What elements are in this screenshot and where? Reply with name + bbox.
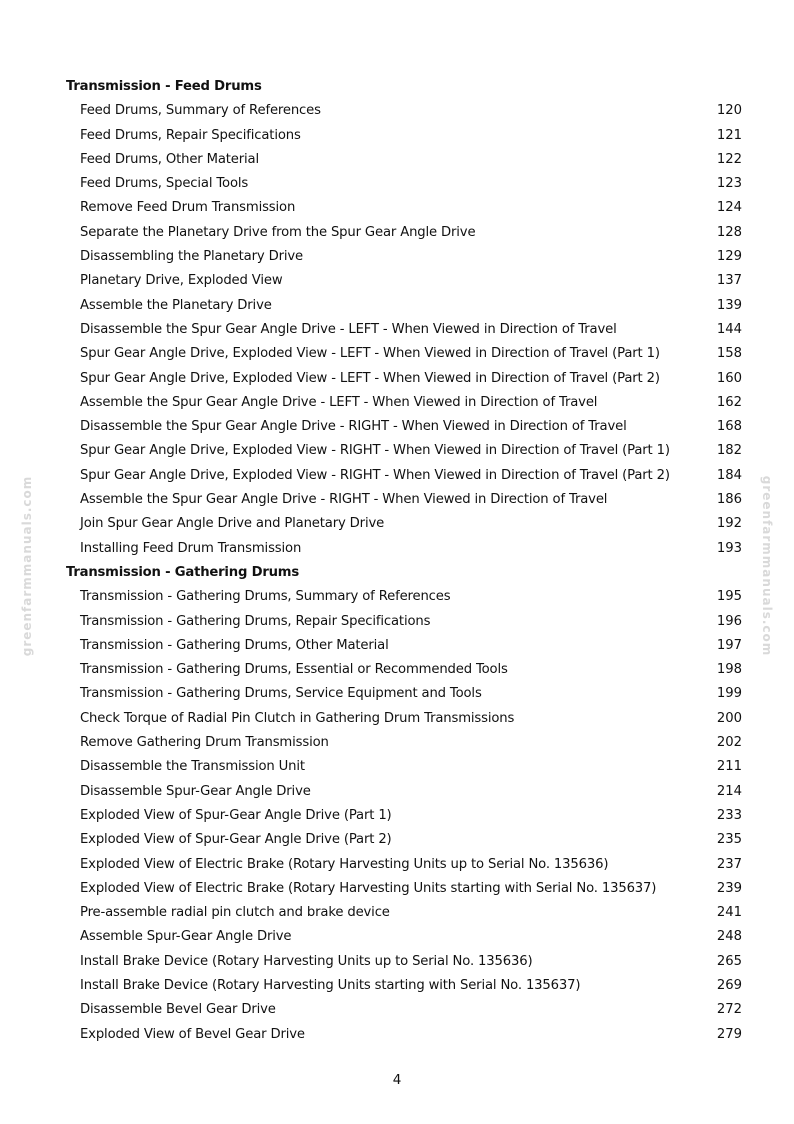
toc-entry-page: 160 xyxy=(716,370,742,386)
toc-entry-title: Disassemble Bevel Gear Drive xyxy=(80,1002,276,1018)
toc-entry[interactable] xyxy=(0,464,794,488)
toc-entry[interactable] xyxy=(0,998,794,1022)
toc-entry[interactable] xyxy=(0,245,794,269)
toc-entry-page: 124 xyxy=(716,200,742,216)
toc-entry-page: 182 xyxy=(716,443,742,459)
toc-entry-title: Transmission - Gathering Drums, Other Material xyxy=(80,637,389,653)
toc-entry[interactable] xyxy=(0,950,794,974)
toc-entry-page: 121 xyxy=(716,127,742,143)
toc-entry-page: 137 xyxy=(716,273,742,289)
toc-entry[interactable] xyxy=(0,391,794,415)
toc-entry[interactable] xyxy=(0,731,794,755)
toc-entry[interactable] xyxy=(0,682,794,706)
toc-entry[interactable] xyxy=(0,853,794,877)
toc-entry[interactable] xyxy=(0,1023,794,1047)
toc-entry-title: Exploded View of Bevel Gear Drive xyxy=(80,1026,305,1042)
toc-entry-page: 272 xyxy=(716,1002,742,1018)
page-number: 4 xyxy=(392,1072,402,1088)
toc-entry-title: Transmission - Gathering Drums, Service Equipment and Tools xyxy=(80,686,482,702)
toc-entry-title: Feed Drums, Repair Specifications xyxy=(80,127,301,143)
toc-entry-title: Transmission - Gathering Drums, Repair Specifications xyxy=(80,613,431,629)
toc-entry-title: Exploded View of Spur-Gear Angle Drive (Part 1) xyxy=(80,807,392,823)
toc-entry-page: 158 xyxy=(716,346,742,362)
toc-entry-page: 196 xyxy=(716,613,742,629)
toc-entry-title: Assemble the Spur Gear Angle Drive - RIGHT - When Viewed in Direction of Travel xyxy=(80,492,608,508)
toc-entry[interactable] xyxy=(0,658,794,682)
toc-entry[interactable] xyxy=(0,974,794,998)
toc-entry-title: Install Brake Device (Rotary Harvesting Units starting with Serial No. 135637) xyxy=(80,977,581,993)
toc-entry-page: 199 xyxy=(716,686,742,702)
toc-entry[interactable] xyxy=(0,367,794,391)
toc-entry-page: 202 xyxy=(716,735,742,751)
toc-entry-title: Spur Gear Angle Drive, Exploded View - RIGHT - When Viewed in Direction of Travel (Part 2) xyxy=(80,467,670,483)
table-of-contents xyxy=(0,75,794,1047)
toc-entry-title: Remove Gathering Drum Transmission xyxy=(80,735,329,751)
toc-entry-title: Disassemble the Spur Gear Angle Drive - LEFT - When Viewed in Direction of Travel xyxy=(80,321,617,337)
toc-entry-title: Spur Gear Angle Drive, Exploded View - RIGHT - When Viewed in Direction of Travel (Part 1) xyxy=(80,443,670,459)
toc-entry[interactable] xyxy=(0,780,794,804)
toc-entry-page: 123 xyxy=(716,176,742,192)
toc-entry-title: Exploded View of Electric Brake (Rotary Harvesting Units up to Serial No. 135636) xyxy=(80,856,609,872)
toc-entry-page: 139 xyxy=(716,297,742,313)
toc-entry-page: 237 xyxy=(716,856,742,872)
toc-entry[interactable] xyxy=(0,634,794,658)
toc-entry[interactable] xyxy=(0,342,794,366)
toc-entry-page: 239 xyxy=(716,880,742,896)
toc-entry-page: 195 xyxy=(716,589,742,605)
toc-entry[interactable] xyxy=(0,707,794,731)
toc-entry-page: 184 xyxy=(716,467,742,483)
toc-entry-page: 211 xyxy=(716,759,742,775)
toc-entry-title: Remove Feed Drum Transmission xyxy=(80,200,296,216)
toc-entry[interactable] xyxy=(0,512,794,536)
toc-entry[interactable] xyxy=(0,828,794,852)
toc-entry-page: 128 xyxy=(716,224,742,240)
toc-entry[interactable] xyxy=(0,221,794,245)
toc-entry-title: Separate the Planetary Drive from the Spur Gear Angle Drive xyxy=(80,224,476,240)
toc-entry[interactable] xyxy=(0,585,794,609)
toc-entry[interactable] xyxy=(0,925,794,949)
toc-entry[interactable] xyxy=(0,148,794,172)
toc-entry-title: Exploded View of Electric Brake (Rotary Harvesting Units starting with Serial No. 135637) xyxy=(80,880,657,896)
toc-entry[interactable] xyxy=(0,439,794,463)
toc-entry-title: Assemble Spur-Gear Angle Drive xyxy=(80,929,292,945)
toc-entry[interactable] xyxy=(0,755,794,779)
toc-entry-page: 241 xyxy=(716,905,742,921)
toc-entry-page: 214 xyxy=(716,783,742,799)
toc-entry-title: Planetary Drive, Exploded View xyxy=(80,273,283,289)
toc-entry-page: 198 xyxy=(716,662,742,678)
toc-entry-title: Disassembling the Planetary Drive xyxy=(80,249,303,265)
toc-entry-page: 122 xyxy=(716,151,742,167)
toc-entry[interactable] xyxy=(0,877,794,901)
toc-entry-page: 248 xyxy=(716,929,742,945)
toc-entry[interactable] xyxy=(0,269,794,293)
toc-entry-page: 193 xyxy=(716,540,742,556)
toc-entry-page: 144 xyxy=(716,321,742,337)
toc-entry-page: 120 xyxy=(716,103,742,119)
toc-entry-page: 192 xyxy=(716,516,742,532)
toc-entry[interactable] xyxy=(0,415,794,439)
toc-entry[interactable] xyxy=(0,318,794,342)
toc-entry-title: Transmission - Gathering Drums, Summary of References xyxy=(80,589,451,605)
toc-entry[interactable] xyxy=(0,488,794,512)
toc-entry-title: Spur Gear Angle Drive, Exploded View - LEFT - When Viewed in Direction of Travel (Part 2) xyxy=(80,370,660,386)
watermark-left: greenfarmmanuals.com xyxy=(20,475,34,657)
toc-entry-page: 162 xyxy=(716,394,742,410)
toc-entry-title: Install Brake Device (Rotary Harvesting Units up to Serial No. 135636) xyxy=(80,953,533,969)
toc-entry-page: 168 xyxy=(716,419,742,435)
watermark-right: greenfarmmanuals.com xyxy=(760,475,774,657)
toc-entry-title: Assemble the Spur Gear Angle Drive - LEFT - When Viewed in Direction of Travel xyxy=(80,394,598,410)
toc-entry[interactable] xyxy=(0,99,794,123)
toc-entry-title: Installing Feed Drum Transmission xyxy=(80,540,302,556)
toc-entry[interactable] xyxy=(0,610,794,634)
toc-entry[interactable] xyxy=(0,804,794,828)
toc-entry-title: Disassemble Spur-Gear Angle Drive xyxy=(80,783,311,799)
toc-entry-title: Transmission - Gathering Drums, Essential or Recommended Tools xyxy=(80,662,508,678)
toc-entry-page: 129 xyxy=(716,249,742,265)
toc-entry-page: 235 xyxy=(716,832,742,848)
toc-entry-title: Assemble the Planetary Drive xyxy=(80,297,272,313)
toc-entry-title: Pre-assemble radial pin clutch and brake device xyxy=(80,905,390,921)
toc-entry-page: 269 xyxy=(716,977,742,993)
toc-entry-title: Disassemble the Transmission Unit xyxy=(80,759,305,775)
toc-entry-title: Check Torque of Radial Pin Clutch in Gathering Drum Transmissions xyxy=(80,710,515,726)
toc-entry-title: Spur Gear Angle Drive, Exploded View - LEFT - When Viewed in Direction of Travel (Part 1) xyxy=(80,346,660,362)
toc-entry[interactable] xyxy=(0,901,794,925)
toc-entry-page: 200 xyxy=(716,710,742,726)
toc-entry-page: 197 xyxy=(716,637,742,653)
toc-entry-title: Exploded View of Spur-Gear Angle Drive (Part 2) xyxy=(80,832,392,848)
toc-entry-page: 265 xyxy=(716,953,742,969)
toc-entry-title: Feed Drums, Summary of References xyxy=(80,103,321,119)
toc-entry[interactable] xyxy=(0,294,794,318)
toc-entry[interactable] xyxy=(0,172,794,196)
toc-entry-page: 279 xyxy=(716,1026,742,1042)
toc-entry-title: Feed Drums, Other Material xyxy=(80,151,259,167)
section-heading: Transmission - Gathering Drums xyxy=(66,564,300,580)
toc-entry-title: Feed Drums, Special Tools xyxy=(80,176,249,192)
toc-entry-title: Disassemble the Spur Gear Angle Drive - RIGHT - When Viewed in Direction of Travel xyxy=(80,419,627,435)
toc-entry[interactable] xyxy=(0,537,794,561)
toc-entry[interactable] xyxy=(0,124,794,148)
section-heading: Transmission - Feed Drums xyxy=(66,79,262,94)
toc-entry-page: 186 xyxy=(716,492,742,508)
toc-entry-title: Join Spur Gear Angle Drive and Planetary Drive xyxy=(80,516,385,532)
toc-entry-page: 233 xyxy=(716,807,742,823)
toc-entry[interactable] xyxy=(0,196,794,220)
